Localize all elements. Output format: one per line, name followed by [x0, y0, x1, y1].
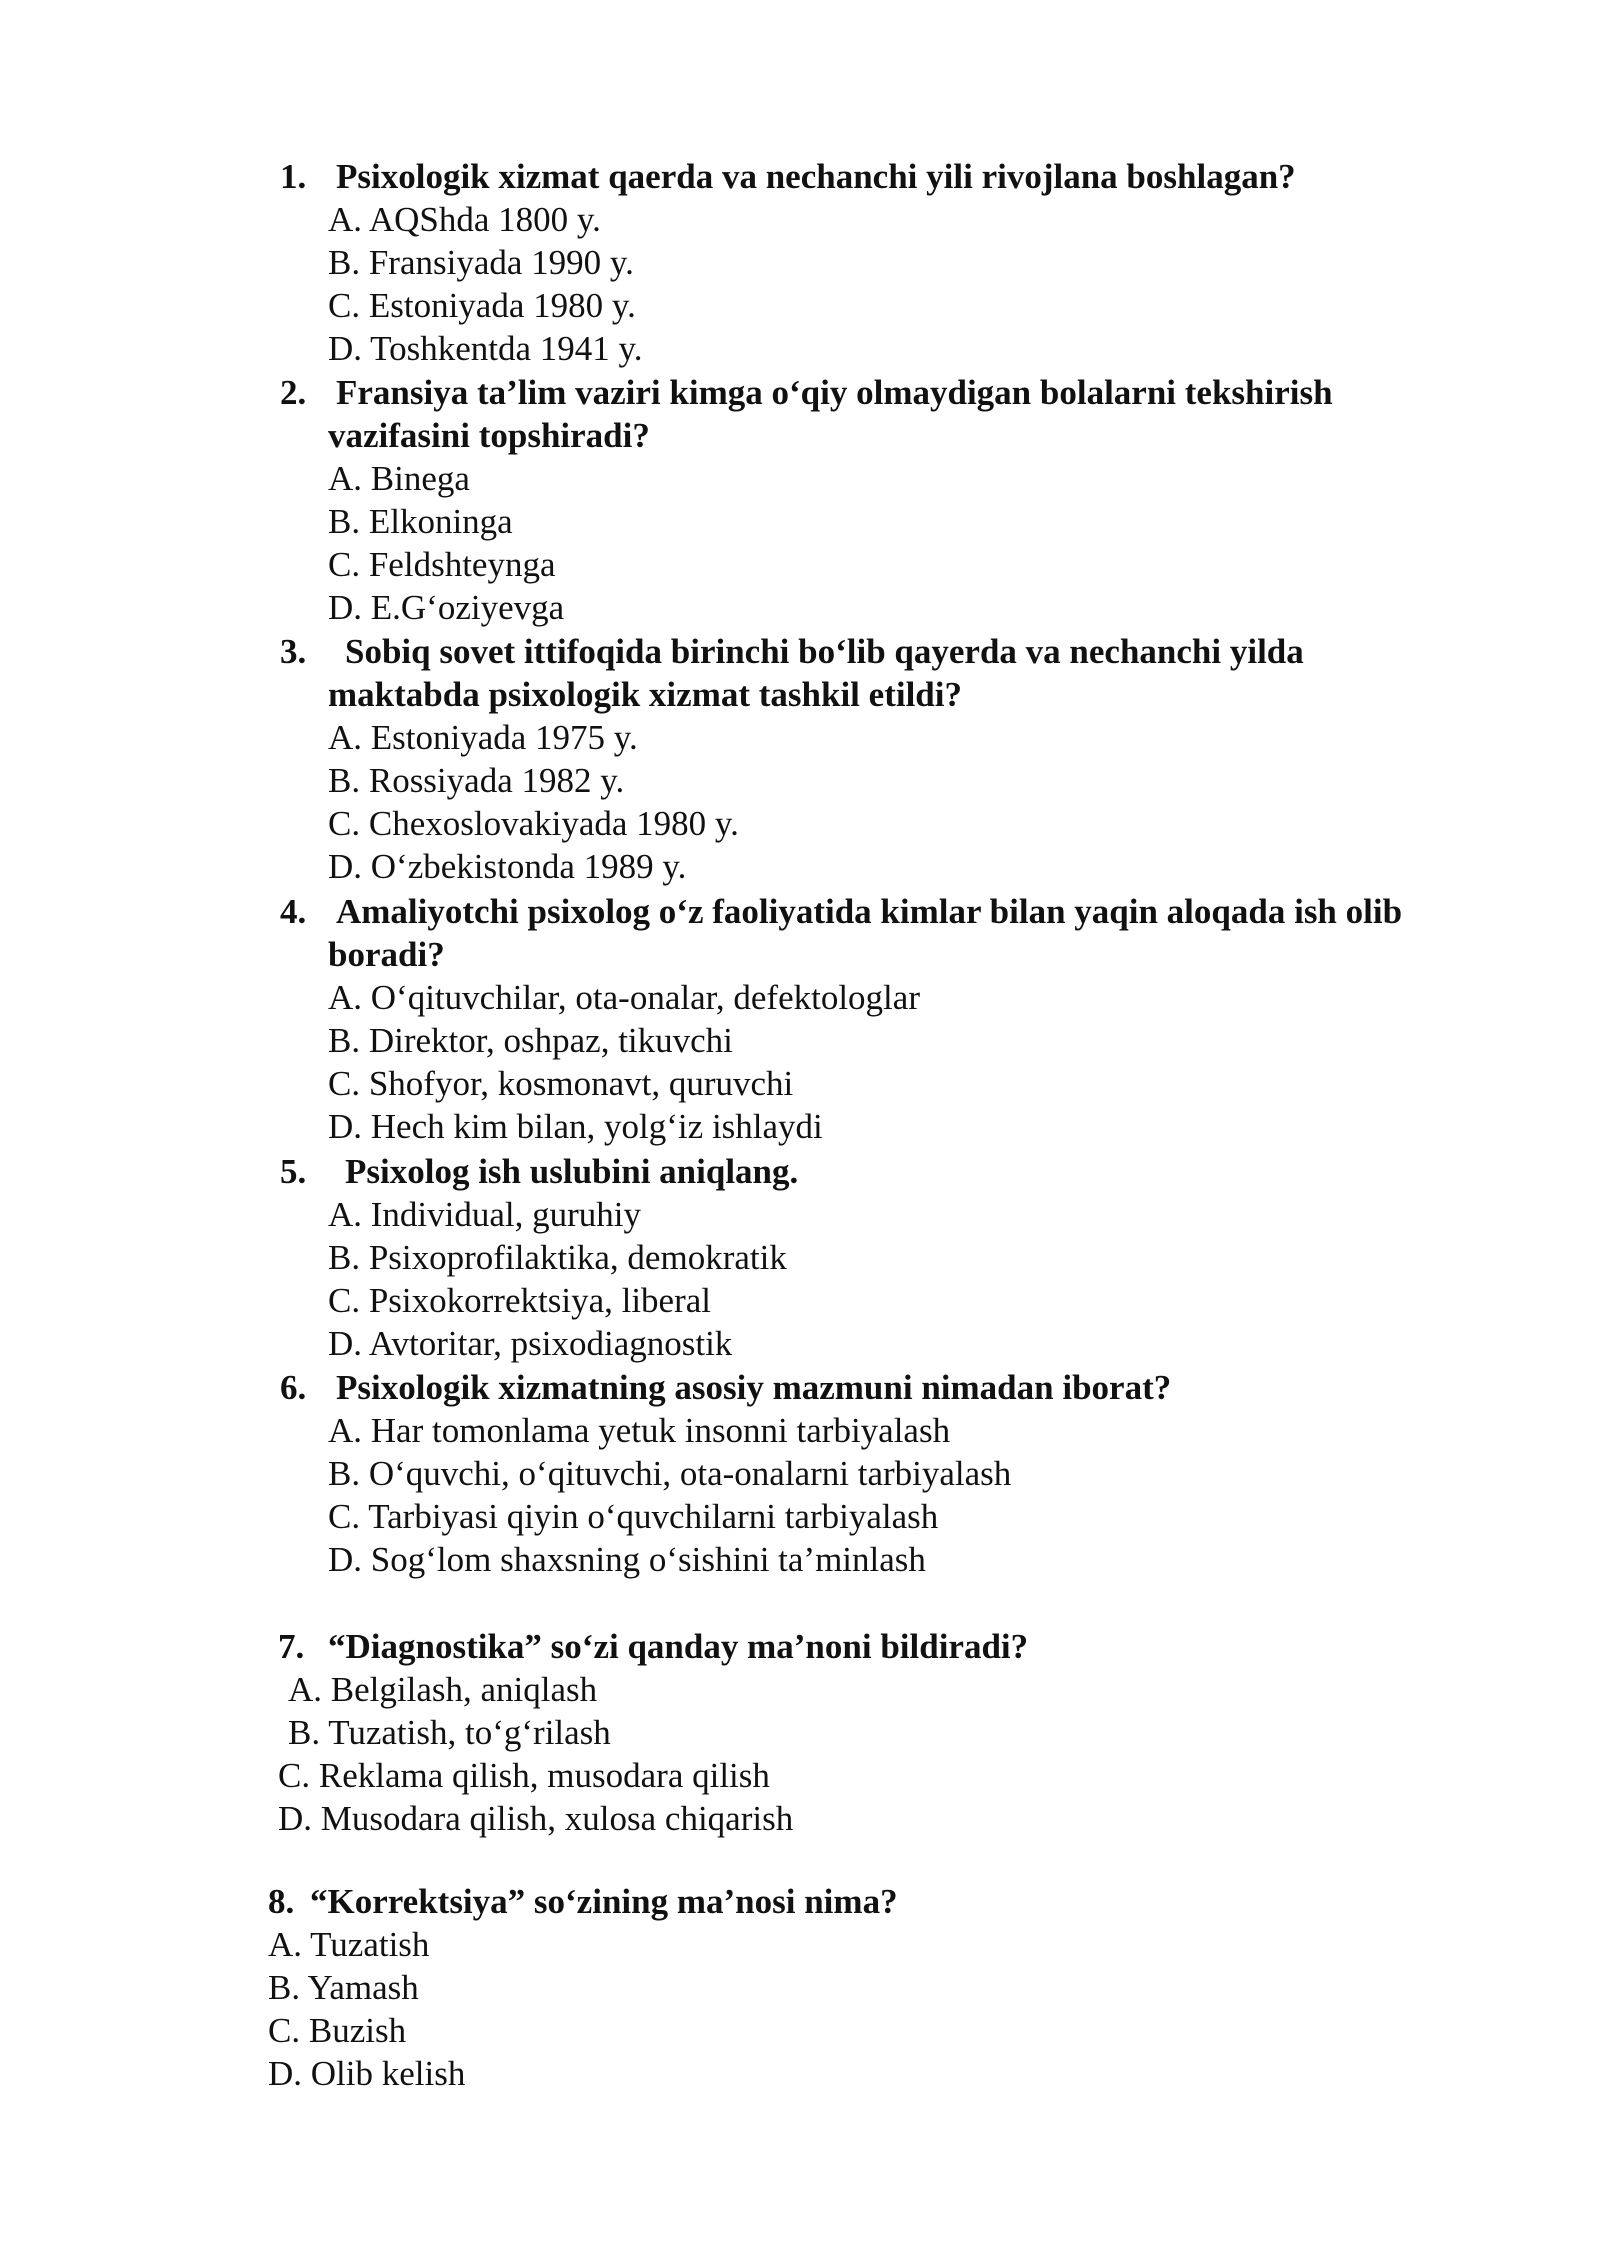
question-text: Amaliyotchi psixolog o‘z faoliyatida kimlar bilan yaqin aloqada ish olib: [336, 892, 1403, 931]
answer-option: B. O‘quvchi, o‘qituvchi, ota-onalarni tarbiyalash: [328, 1454, 1012, 1493]
answer-option: A. Binega: [328, 459, 470, 498]
question-8: [268, 1880, 898, 1923]
question-text-continuation: maktabda psixologik xizmat tashkil etildi?: [328, 675, 962, 714]
question-text: “Korrektsiya” so‘zining ma’nosi nima?: [310, 1882, 898, 1921]
answer-option: B. Elkoninga: [328, 502, 513, 541]
answer-option: C. Tarbiyasi qiyin o‘quvchilarni tarbiyalash: [328, 1497, 939, 1536]
question-2: [280, 371, 1333, 414]
answer-option: A. Estoniyada 1975 y.: [328, 718, 638, 757]
question-text: Sobiq sovet ittifoqida birinchi bo‘lib qayerda va nechanchi yilda: [345, 632, 1304, 671]
question-text-continuation: boradi?: [328, 935, 445, 974]
answer-option: A. Tuzatish: [268, 1925, 430, 1964]
answer-option: C. Reklama qilish, musodara qilish: [278, 1756, 770, 1795]
question-text: “Diagnostika” so‘zi qanday ma’noni bildiradi?: [328, 1627, 1029, 1666]
answer-option: D. Sog‘lom shaxsning o‘sishini ta’minlash: [328, 1540, 926, 1579]
answer-option: A. AQShda 1800 y.: [328, 200, 601, 239]
answer-option: C. Shofyor, kosmonavt, quruvchi: [328, 1064, 794, 1103]
question-4: [280, 890, 1402, 933]
question-number: 8.: [268, 1882, 295, 1921]
answer-option: C. Feldshteynga: [328, 545, 556, 584]
question-number: 4.: [280, 892, 307, 931]
answer-option: D. Hech kim bilan, yolg‘iz ishlaydi: [328, 1107, 823, 1146]
answer-option: D. Olib kelish: [268, 2054, 466, 2093]
answer-option: A. Individual, guruhiy: [328, 1195, 642, 1234]
answer-option: D. O‘zbekistonda 1989 y.: [328, 847, 687, 886]
answer-option: B. Psixoprofilaktika, demokratik: [328, 1238, 787, 1277]
answer-option: D. Toshkentda 1941 y.: [328, 329, 643, 368]
question-3: [280, 630, 1304, 673]
answer-option: C. Estoniyada 1980 y.: [328, 286, 636, 325]
answer-option: D. E.G‘oziyevga: [328, 588, 565, 627]
answer-option: D. Musodara qilish, xulosa chiqarish: [278, 1799, 794, 1838]
question-text: Psixologik xizmatning asosiy mazmuni nimadan iborat?: [336, 1368, 1172, 1407]
question-5: [280, 1150, 798, 1193]
question-1: [280, 155, 1296, 198]
answer-option: B. Fransiyada 1990 y.: [328, 243, 634, 282]
question-text: Fransiya ta’lim vaziri kimga o‘qiy olmaydigan bolalarni tekshirish: [336, 373, 1333, 412]
question-number: 7.: [278, 1627, 305, 1666]
answer-option: A. O‘qituvchilar, ota-onalar, defektologlar: [328, 978, 920, 1017]
question-number: 1.: [280, 157, 307, 196]
question-number: 2.: [280, 373, 307, 412]
answer-option: C. Chexoslovakiyada 1980 y.: [328, 804, 739, 843]
question-text-continuation: vazifasini topshiradi?: [328, 416, 650, 455]
answer-option: A. Har tomonlama yetuk insonni tarbiyalash: [328, 1411, 951, 1450]
answer-option: B. Direktor, oshpaz, tikuvchi: [328, 1021, 733, 1060]
question-text: Psixolog ish uslubini aniqlang.: [345, 1152, 799, 1191]
answer-option: B. Yamash: [268, 1968, 419, 2007]
question-6: [280, 1366, 1171, 1409]
answer-option: C. Buzish: [268, 2011, 407, 2050]
question-number: 5.: [280, 1152, 307, 1191]
question-text: Psixologik xizmat qaerda va nechanchi yili rivojlana boshlagan?: [336, 157, 1296, 196]
answer-option: D. Avtoritar, psixodiagnostik: [328, 1324, 733, 1363]
answer-option: B. Rossiyada 1982 y.: [328, 761, 625, 800]
answer-option: B. Tuzatish, to‘g‘rilash: [288, 1713, 611, 1752]
question-number: 6.: [280, 1368, 307, 1407]
question-7: [278, 1625, 1028, 1668]
question-number: 3.: [280, 632, 307, 671]
answer-option: C. Psixokorrektsiya, liberal: [328, 1281, 712, 1320]
answer-option: A. Belgilash, aniqlash: [288, 1670, 598, 1709]
